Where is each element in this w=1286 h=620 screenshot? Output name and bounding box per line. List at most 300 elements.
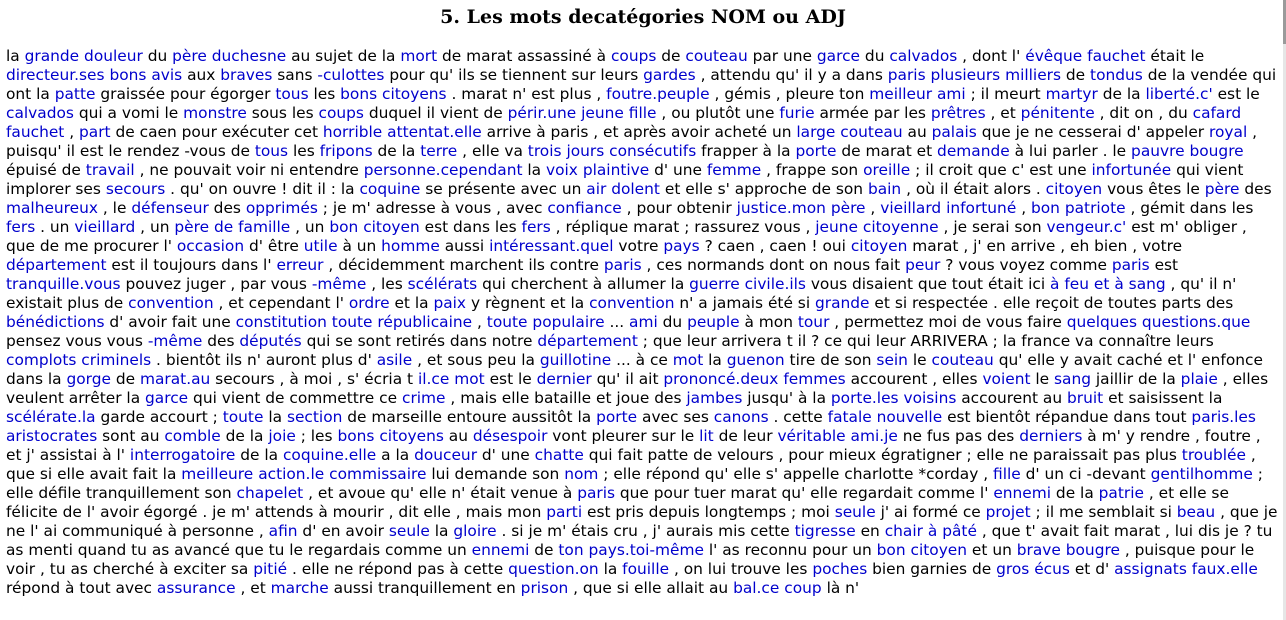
nom-adj-word: criminels: [81, 351, 152, 369]
plain-text: d' avoir fait une: [104, 313, 236, 331]
nom-adj-word: sang: [1054, 370, 1092, 388]
plain-text: secours , à moi , s': [210, 370, 365, 388]
plain-text: , et avoue qu' elle n' était venue à: [303, 484, 578, 502]
nom-adj-word: lit: [699, 427, 714, 445]
nom-adj-word: -même: [147, 332, 203, 350]
nom-adj-word: troublée: [1181, 446, 1246, 464]
plain-text: , et: [235, 579, 271, 597]
nom-adj-word: populaire: [532, 313, 605, 331]
plain-text: elle se félicite de l' avoir égorgé . je m' attends à mourir , dit elle , mais mon: [6, 484, 1229, 521]
plain-text: la: [598, 560, 623, 578]
plain-text: le: [907, 351, 932, 369]
plain-text: vendée qui ont la: [6, 66, 1277, 103]
nom-adj-word: à: [1050, 275, 1060, 293]
plain-text: est le: [1212, 85, 1260, 103]
plain-text: , et: [412, 351, 448, 369]
plain-text: ,: [865, 199, 881, 217]
plain-text: , je serai son: [938, 218, 1047, 236]
plain-text: à lui parler . le: [1009, 142, 1132, 160]
nom-adj-word: bon: [876, 541, 906, 559]
plain-text: armée par les: [814, 104, 931, 122]
plain-text: ; il croit que c' est une: [910, 161, 1092, 179]
nom-adj-word: patte: [54, 85, 96, 103]
nom-adj-word: travail: [85, 161, 135, 179]
nom-adj-word: gorge: [66, 370, 111, 388]
plain-text: accourent au: [956, 389, 1067, 407]
plain-text: , que si elle allait au: [568, 579, 734, 597]
nom-adj-word: constitution: [235, 313, 327, 331]
plain-text: avec ses: [637, 408, 714, 426]
nom-adj-word: foutre.peuple: [606, 85, 710, 103]
plain-text: du: [142, 47, 173, 65]
nom-adj-word: porte: [795, 142, 837, 160]
nom-adj-word: demande: [937, 142, 1010, 160]
plain-text: là n': [821, 579, 860, 597]
plain-text: arrive à paris , et après avoir acheté un: [481, 123, 797, 141]
nom-adj-word: consécutifs: [609, 142, 697, 160]
plain-text: répond à tout avec: [6, 579, 157, 597]
nom-adj-word: pauvre: [1131, 142, 1185, 160]
nom-adj-word: père: [172, 47, 207, 65]
plain-text: d' en avoir: [297, 522, 389, 540]
nom-adj-word: fauchet: [6, 123, 65, 141]
nom-adj-word: douleur: [84, 47, 143, 65]
nom-adj-word: calvados: [6, 104, 74, 122]
nom-adj-word: vieillard: [880, 199, 942, 217]
plain-text: y règnent et: [466, 294, 571, 312]
plain-text: lui demande son: [426, 465, 565, 483]
plain-text: les: [288, 142, 320, 160]
nom-adj-word: toute: [331, 313, 373, 331]
plain-text: vont pleurer sur le: [547, 427, 700, 445]
plain-text: , que je ne l' ai communiqué à personne ,: [6, 503, 1278, 540]
nom-adj-word: peur: [905, 256, 941, 274]
nom-adj-word: sein: [876, 351, 908, 369]
nom-adj-word: républicaine: [377, 313, 473, 331]
nom-adj-word: guenon: [726, 351, 785, 369]
plain-text: et un: [967, 541, 1017, 559]
plain-text: est le: [484, 370, 537, 388]
nom-adj-word: père: [1204, 180, 1240, 198]
nom-adj-word: véritable: [777, 427, 846, 445]
nom-adj-word: porte: [596, 408, 638, 426]
plain-text: elle avait fait la: [57, 465, 182, 483]
nom-adj-word: douceur: [414, 446, 478, 464]
plain-text: . bientôt ils n' auront plus d': [151, 351, 377, 369]
plain-text: , où il était alors .: [901, 180, 1046, 198]
nom-adj-word: faux.elle: [1191, 560, 1258, 578]
nom-adj-word: prison: [520, 579, 569, 597]
plain-text: . elle ne répond pas à cette: [287, 560, 509, 578]
plain-text: ,: [64, 123, 80, 141]
nom-adj-word: personne.cependant: [363, 161, 523, 179]
plain-text: est m' obliger , que de me procurer l': [6, 218, 1247, 255]
nom-adj-word: chair: [884, 522, 923, 540]
nom-adj-word: gloire: [453, 522, 497, 540]
nom-adj-word: pitié: [253, 560, 288, 578]
nom-adj-word: avis: [151, 66, 183, 84]
nom-adj-word: fers: [521, 218, 551, 236]
plain-text: la: [429, 522, 454, 540]
plain-text: d' une: [649, 161, 707, 179]
plain-text: la: [6, 47, 25, 65]
plain-text: , un: [290, 218, 330, 236]
nom-adj-word: tigresse: [794, 522, 856, 540]
nom-adj-word: convention: [589, 294, 675, 312]
nom-adj-word: projet: [985, 503, 1031, 521]
plain-text: d' un ci -devant: [1020, 465, 1151, 483]
nom-adj-word: écus: [1034, 560, 1070, 578]
nom-adj-word: justice.mon: [736, 199, 826, 217]
plain-text: , elle va: [457, 142, 528, 160]
nom-adj-word: duchesne: [211, 47, 287, 65]
nom-adj-word: paix: [433, 294, 467, 312]
plain-text: écria t: [364, 370, 418, 388]
nom-adj-word: bougre: [1189, 142, 1244, 160]
nom-adj-word: nom: [564, 465, 599, 483]
nom-adj-word: département: [537, 332, 638, 350]
nom-adj-word: périr.une: [507, 104, 577, 122]
plain-text: par une: [747, 47, 817, 65]
nom-adj-word: à: [1114, 275, 1124, 293]
plain-text: garde accourt ;: [95, 408, 223, 426]
plain-text: qui se sont retirés dans: [301, 332, 492, 350]
plain-text: qui cherchent à: [477, 275, 608, 293]
plain-text: , gémis , pleure ton: [709, 85, 870, 103]
plain-text: de marseille entoure aussitôt la: [342, 408, 597, 426]
plain-text: sont au: [97, 427, 165, 445]
plain-text: le: [1030, 370, 1055, 388]
nom-adj-word: tous: [275, 85, 309, 103]
nom-adj-word: secours: [105, 180, 166, 198]
nom-adj-word: asile: [376, 351, 413, 369]
plain-text: , mais elle bataille et joue des: [445, 389, 687, 407]
plain-text: de leur: [713, 427, 778, 445]
nom-adj-word: porte.les: [830, 389, 899, 407]
plain-text: jaillir de la: [1091, 370, 1181, 388]
plain-text: ; rassurez vous ,: [684, 218, 816, 236]
plain-text: de: [1061, 66, 1091, 84]
nom-adj-word: beau: [1176, 503, 1216, 521]
plain-text: et si respectée . elle reçoit de toutes parts des: [869, 294, 1234, 312]
nom-adj-word: trois: [527, 142, 562, 160]
plain-text: pensez vous vous: [6, 332, 148, 350]
nom-adj-word: coup: [784, 579, 822, 597]
plain-text: les: [308, 85, 341, 103]
plain-text: la: [522, 161, 546, 179]
plain-text: , on lui trouve les: [669, 560, 813, 578]
nom-adj-word: tondus: [1090, 66, 1143, 84]
plain-text: , gémit dans les: [1125, 199, 1254, 217]
nom-adj-word: femmes: [783, 370, 846, 388]
nom-adj-word: couteau: [685, 47, 748, 65]
nom-adj-word: malheureux: [6, 199, 98, 217]
annotated-text: [0, 36, 1286, 598]
nom-adj-word: feu: [1064, 275, 1089, 293]
nom-adj-word: ton: [558, 541, 584, 559]
nom-adj-word: bons: [340, 85, 378, 103]
plain-text: de caen pour exécuter cet: [110, 123, 323, 141]
nom-adj-word: il.ce: [417, 370, 450, 388]
plain-text: , ces normands dont on nous fait: [641, 256, 906, 274]
nom-adj-word: bruit: [1067, 389, 1104, 407]
nom-adj-word: erreur: [276, 256, 324, 274]
nom-adj-word: voisins: [903, 389, 957, 407]
nom-adj-word: et: [1093, 275, 1110, 293]
nom-adj-word: fripons: [319, 142, 373, 160]
plain-text: si: [1159, 503, 1177, 521]
nom-adj-word: citoyen: [850, 237, 908, 255]
plain-text: duquel il vient de: [363, 104, 508, 122]
nom-adj-word: désespoir: [472, 427, 548, 445]
nom-adj-word: bain: [867, 180, 902, 198]
plain-text: à mon: [739, 313, 798, 331]
plain-text: qui a vomi le: [73, 104, 184, 122]
plain-text: des: [202, 332, 240, 350]
plain-text: et la: [389, 294, 434, 312]
nom-adj-word: vieillard: [74, 218, 136, 236]
plain-text: ne fus pas des: [897, 427, 1020, 445]
nom-adj-word: oreille: [863, 161, 911, 179]
plain-text: , le: [98, 199, 132, 217]
nom-adj-word: fille: [993, 465, 1021, 483]
plain-text: , que t' avait: [976, 522, 1084, 540]
nom-adj-word: citoyen: [363, 218, 420, 236]
nom-adj-word: milliers: [1005, 66, 1062, 84]
nom-adj-word: ami: [629, 313, 658, 331]
nom-adj-word: terre: [420, 142, 458, 160]
nom-adj-word: opprimés: [245, 199, 318, 217]
nom-adj-word: questions.que: [1141, 313, 1251, 331]
plain-text: qui fait patte de velours , pour mieux égratigner ; elle ne paraissait pas plus: [583, 446, 1182, 464]
plain-text: ? caen , caen ! oui: [699, 237, 851, 255]
plain-text: , les: [366, 275, 408, 293]
plain-text: , ou plutôt une: [656, 104, 780, 122]
nom-adj-word: de: [213, 218, 234, 236]
nom-adj-word: évêque: [1025, 47, 1083, 65]
nom-adj-word: braves: [220, 66, 273, 84]
plain-text: qui vient implorer ses: [6, 161, 1244, 198]
nom-adj-word: scélérate.la: [6, 408, 96, 426]
nom-adj-word: horrible: [322, 123, 383, 141]
nom-adj-word: furie: [779, 104, 815, 122]
nom-adj-word: marche: [270, 579, 329, 597]
plain-text: l' as reconnu pour un: [703, 541, 877, 559]
nom-adj-word: peuple: [687, 313, 740, 331]
plain-text: , et: [1143, 484, 1180, 502]
nom-adj-word: femme: [706, 161, 762, 179]
nom-adj-word: pays: [663, 237, 700, 255]
nom-adj-word: comble: [164, 427, 221, 445]
nom-adj-word: cafard: [1192, 104, 1242, 122]
nom-adj-word: plusieurs: [930, 66, 1001, 84]
nom-adj-word: quelques: [1066, 313, 1138, 331]
nom-adj-word: parti: [546, 503, 583, 521]
plain-text: pouvez juger , par vous: [120, 275, 312, 293]
nom-adj-word: gentilhomme: [1150, 465, 1253, 483]
nom-adj-word: département: [6, 256, 107, 274]
nom-adj-word: liberté.c': [1145, 85, 1213, 103]
nom-adj-word: dolent: [611, 180, 660, 198]
plain-text: du: [657, 313, 688, 331]
plain-text: de la: [1142, 66, 1191, 84]
nom-adj-word: fatale: [827, 408, 872, 426]
plain-text: aux: [182, 66, 221, 84]
nom-adj-word: père: [830, 199, 866, 217]
plain-text: de la: [235, 446, 283, 464]
plain-text: frapper à la: [696, 142, 796, 160]
nom-adj-word: assurance: [156, 579, 236, 597]
nom-adj-word: chatte: [534, 446, 584, 464]
plain-text: ; je m' adresse à vous , avec: [317, 199, 548, 217]
nom-adj-word: députés: [239, 332, 302, 350]
plain-text: ,: [472, 313, 487, 331]
plain-text: . un: [35, 218, 75, 236]
nom-adj-word: bénédictions: [6, 313, 105, 331]
nom-adj-word: canons: [713, 408, 769, 426]
nom-adj-word: garce: [816, 47, 861, 65]
nom-adj-word: couteau: [840, 123, 903, 141]
nom-adj-word: palais: [931, 123, 977, 141]
plain-text: accourent , elles: [845, 370, 983, 388]
plain-text: en: [855, 522, 885, 540]
nom-adj-word: infortuné: [946, 199, 1017, 217]
plain-text: , et cependant l': [213, 294, 349, 312]
nom-adj-word: bon: [1030, 199, 1060, 217]
nom-adj-word: paris: [1111, 256, 1150, 274]
plain-text: ; il meurt: [965, 85, 1046, 103]
nom-adj-word: occasion: [176, 237, 245, 255]
nom-adj-word: patrie: [1098, 484, 1144, 502]
nom-adj-word: question.on: [508, 560, 599, 578]
nom-adj-word: intéressant.quel: [489, 237, 614, 255]
plain-text: qui vient de: [188, 389, 290, 407]
plain-text: . marat n' est plus ,: [446, 85, 607, 103]
nom-adj-word: -même: [311, 275, 367, 293]
plain-text: , dit on , du: [1094, 104, 1193, 122]
plain-text: à un: [337, 237, 382, 255]
nom-adj-word: vengeur.c': [1046, 218, 1127, 236]
nom-adj-word: homme: [381, 237, 440, 255]
nom-adj-word: bal.ce: [733, 579, 780, 597]
plain-text: , frappe son: [761, 161, 864, 179]
nom-adj-word: père: [174, 218, 210, 236]
plain-text: est dans les: [419, 218, 522, 236]
nom-adj-word: chapelet: [236, 484, 304, 502]
nom-adj-word: ami.je: [850, 427, 898, 445]
nom-adj-word: guerre: [689, 275, 740, 293]
nom-adj-word: famille: [238, 218, 291, 236]
nom-adj-word: grande: [24, 47, 80, 65]
nom-adj-word: derniers: [1019, 427, 1083, 445]
plain-text: et d': [1069, 560, 1115, 578]
plain-text: ; elle répond qu' elle s' appelle charlotte *corday ,: [598, 465, 994, 483]
nom-adj-word: royal: [1209, 123, 1248, 141]
plain-text: , puisqu' il est le rendez -vous de: [6, 123, 1258, 160]
plain-text: notre: [491, 332, 538, 350]
nom-adj-word: commissaire: [329, 465, 427, 483]
plain-text: au: [443, 427, 473, 445]
nom-adj-word: prêtres: [930, 104, 986, 122]
plain-text: de son: [811, 180, 868, 198]
nom-adj-word: utile: [303, 237, 338, 255]
nom-adj-word: paris: [603, 256, 642, 274]
nom-adj-word: poches: [812, 560, 868, 578]
plain-text: aussi tranquillement en: [328, 579, 521, 597]
nom-adj-word: citoyen: [910, 541, 968, 559]
nom-adj-word: paris.les: [1191, 408, 1256, 426]
plain-text: allumer la: [607, 275, 690, 293]
plain-text: la: [703, 351, 727, 369]
plain-text: commettre ce: [289, 389, 402, 407]
plain-text: est il toujours dans l': [106, 256, 277, 274]
plain-text: n' a jamais été si: [674, 294, 815, 312]
plain-text: , puisque pour le voir , tu as cherché à exciter sa: [6, 541, 1255, 578]
plain-text: au sujet de la: [286, 47, 401, 65]
nom-adj-word: attentat.elle: [387, 123, 482, 141]
plain-text: la: [570, 294, 590, 312]
plain-text: , un: [135, 218, 175, 236]
nom-adj-word: air: [586, 180, 607, 198]
nom-adj-word: gros: [996, 560, 1030, 578]
nom-adj-word: paris: [577, 484, 616, 502]
plain-text: ; elle défile tranquillement son: [6, 465, 1263, 502]
nom-adj-word: aristocrates: [6, 427, 98, 445]
plain-text: de la: [372, 142, 421, 160]
nom-adj-word: meilleur: [869, 85, 933, 103]
nom-adj-word: assignats: [1114, 560, 1187, 578]
plain-text: se présente avec un: [420, 180, 587, 198]
nom-adj-word: voient: [982, 370, 1031, 388]
nom-adj-word: coups: [610, 47, 657, 65]
nom-adj-word: scélérats: [407, 275, 478, 293]
plain-text: des: [1239, 180, 1272, 198]
nom-adj-word: pays.toi-même: [588, 541, 704, 559]
plain-text: ...: [604, 313, 630, 331]
nom-adj-word: toute: [486, 313, 528, 331]
plain-text: , pour obtenir: [621, 199, 737, 217]
nom-adj-word: monstre: [183, 104, 247, 122]
nom-adj-word: ennemi: [993, 484, 1052, 502]
nom-adj-word: ami: [937, 85, 966, 103]
nom-adj-word: seule: [834, 503, 876, 521]
plain-text: du: [860, 47, 890, 65]
nom-adj-word: jeune: [815, 218, 858, 236]
plain-text: garnies de: [910, 560, 997, 578]
nom-adj-word: patriote: [1064, 199, 1126, 217]
nom-adj-word: martyr: [1045, 85, 1098, 103]
nom-adj-word: sang: [1128, 275, 1166, 293]
plain-text: pour qu' ils se tiennent sur leurs: [384, 66, 644, 84]
plain-text: fait marat , lui dis je ? tu as menti quand tu as avancé que tu le regardais comme un: [6, 522, 1273, 559]
plain-text: , permettez moi de vous faire: [829, 313, 1067, 331]
plain-text: a la: [376, 446, 415, 464]
nom-adj-word: citoyens: [382, 85, 447, 103]
nom-adj-word: grande: [815, 294, 870, 312]
plain-text: ; que leur arrivera t il ? ce qui leur ARRIVERA ; la france va connaître leurs: [637, 332, 1214, 350]
nom-adj-word: ennemi: [471, 541, 530, 559]
plain-text: jusqu' à la: [742, 389, 831, 407]
nom-adj-word: à: [927, 522, 938, 540]
nom-adj-word: brave: [1016, 541, 1061, 559]
plain-text: sans: [272, 66, 318, 84]
plain-text: ; les: [295, 427, 338, 445]
nom-adj-word: mort: [400, 47, 438, 65]
nom-adj-word: seule: [388, 522, 430, 540]
nom-adj-word: gardes: [643, 66, 696, 84]
plain-text: ; il me semblait: [1030, 503, 1160, 521]
nom-adj-word: garce: [145, 389, 189, 407]
